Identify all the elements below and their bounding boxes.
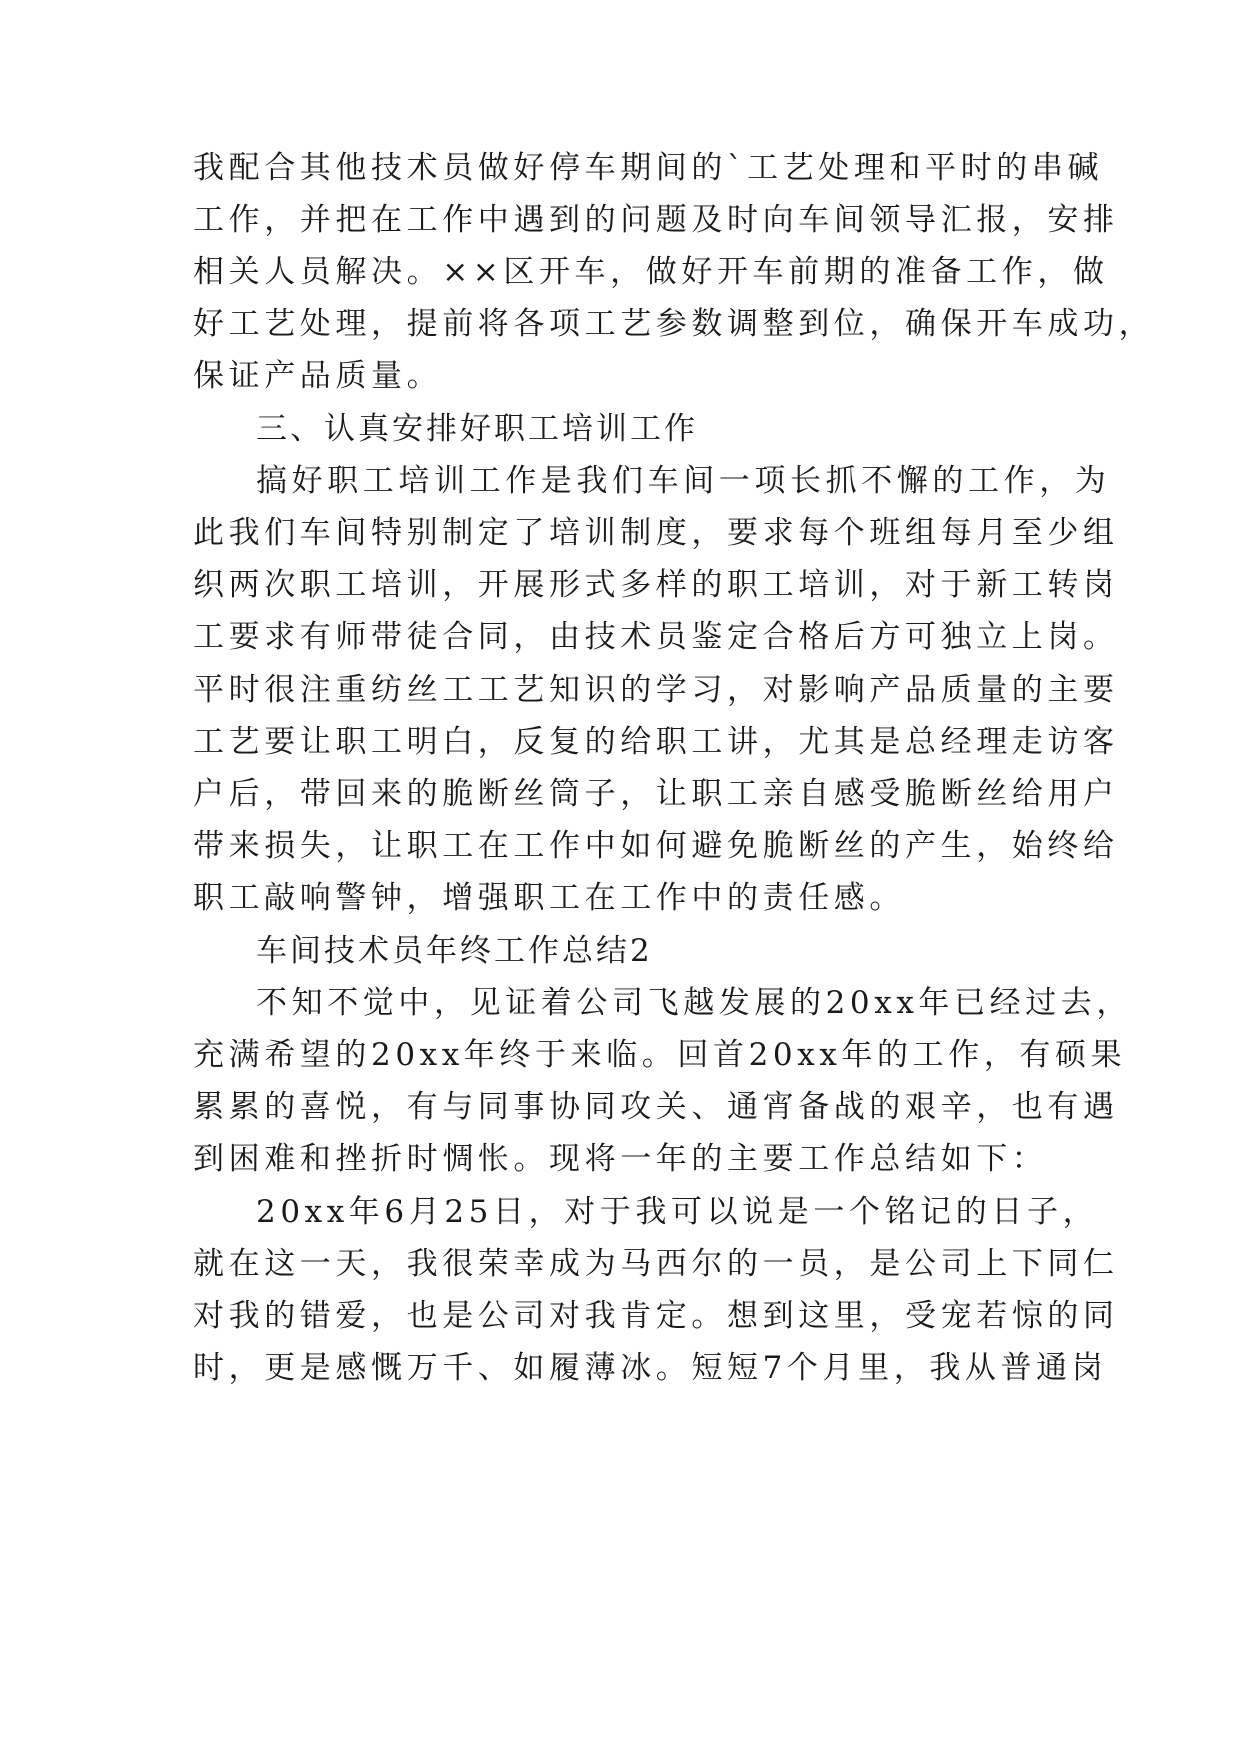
text-line: 职工敲响警钟，增强职工在工作中的责任感。 <box>193 880 905 916</box>
text-line: 就在这一天，我很荣幸成为马西尔的一员，是公司上下同仁 <box>193 1246 1119 1282</box>
text-line: 累累的喜悦，有与同事协同攻关、通宵备战的艰辛，也有遇 <box>193 1089 1119 1125</box>
text-line: 此我们车间特别制定了培训制度，要求每个班组每月至少组 <box>193 515 1119 551</box>
paragraph-first-line: 搞好职工培训工作是我们车间一项长抓不懈的工作，为 <box>256 463 1111 499</box>
text-line: 相关人员解决。××区开车，做好开车前期的准备工作，做 <box>193 254 1109 290</box>
paragraph-first-line: 不知不觉中，见证着公司飞越发展的20xx年已经过去， <box>256 985 1133 1021</box>
text-line: 平时很注重纺丝工工艺知识的学习，对影响产品质量的主要 <box>193 672 1119 708</box>
text-line: 好工艺处理，提前将各项工艺参数调整到位，确保开车成功， <box>193 306 1155 342</box>
text-line: 户后，带回来的脆断丝筒子，让职工亲自感受脆断丝给用户 <box>193 776 1119 812</box>
section-heading: 车间技术员年终工作总结2 <box>256 933 653 969</box>
text-line: 工作，并把在工作中遇到的问题及时向车间领导汇报，安排 <box>193 202 1119 238</box>
section-heading: 三、认真安排好职工培训工作 <box>256 411 698 447</box>
text-line: 到困难和挫折时惆怅。现将一年的主要工作总结如下： <box>193 1141 1048 1177</box>
text-line: 织两次职工培训，开展形式多样的职工培训，对于新工转岗 <box>193 567 1119 603</box>
text-line: 充满希望的20xx年终于来临。回首20xx年的工作，有硕果 <box>193 1037 1127 1073</box>
text-line: 对我的错爱，也是公司对我肯定。想到这里，受宠若惊的同 <box>193 1298 1119 1334</box>
text-line: 工要求有师带徒合同，由技术员鉴定合格后方可独立上岗。 <box>193 619 1119 655</box>
text-line: 带来损失，让职工在工作中如何避免脆断丝的产生，始终给 <box>193 828 1119 864</box>
paragraph-first-line: 20xx年6月25日，对于我可以说是一个铭记的日子， <box>256 1194 1099 1230</box>
text-line: 保证产品质量。 <box>193 358 443 394</box>
text-line: 我配合其他技术员做好停车期间的`工艺处理和平时的串碱 <box>193 150 1104 186</box>
text-line: 工艺要让职工明白，反复的给职工讲，尤其是总经理走访客 <box>193 724 1119 760</box>
text-line: 时，更是感慨万千、如履薄冰。短短7个月里，我从普通岗 <box>193 1350 1108 1386</box>
